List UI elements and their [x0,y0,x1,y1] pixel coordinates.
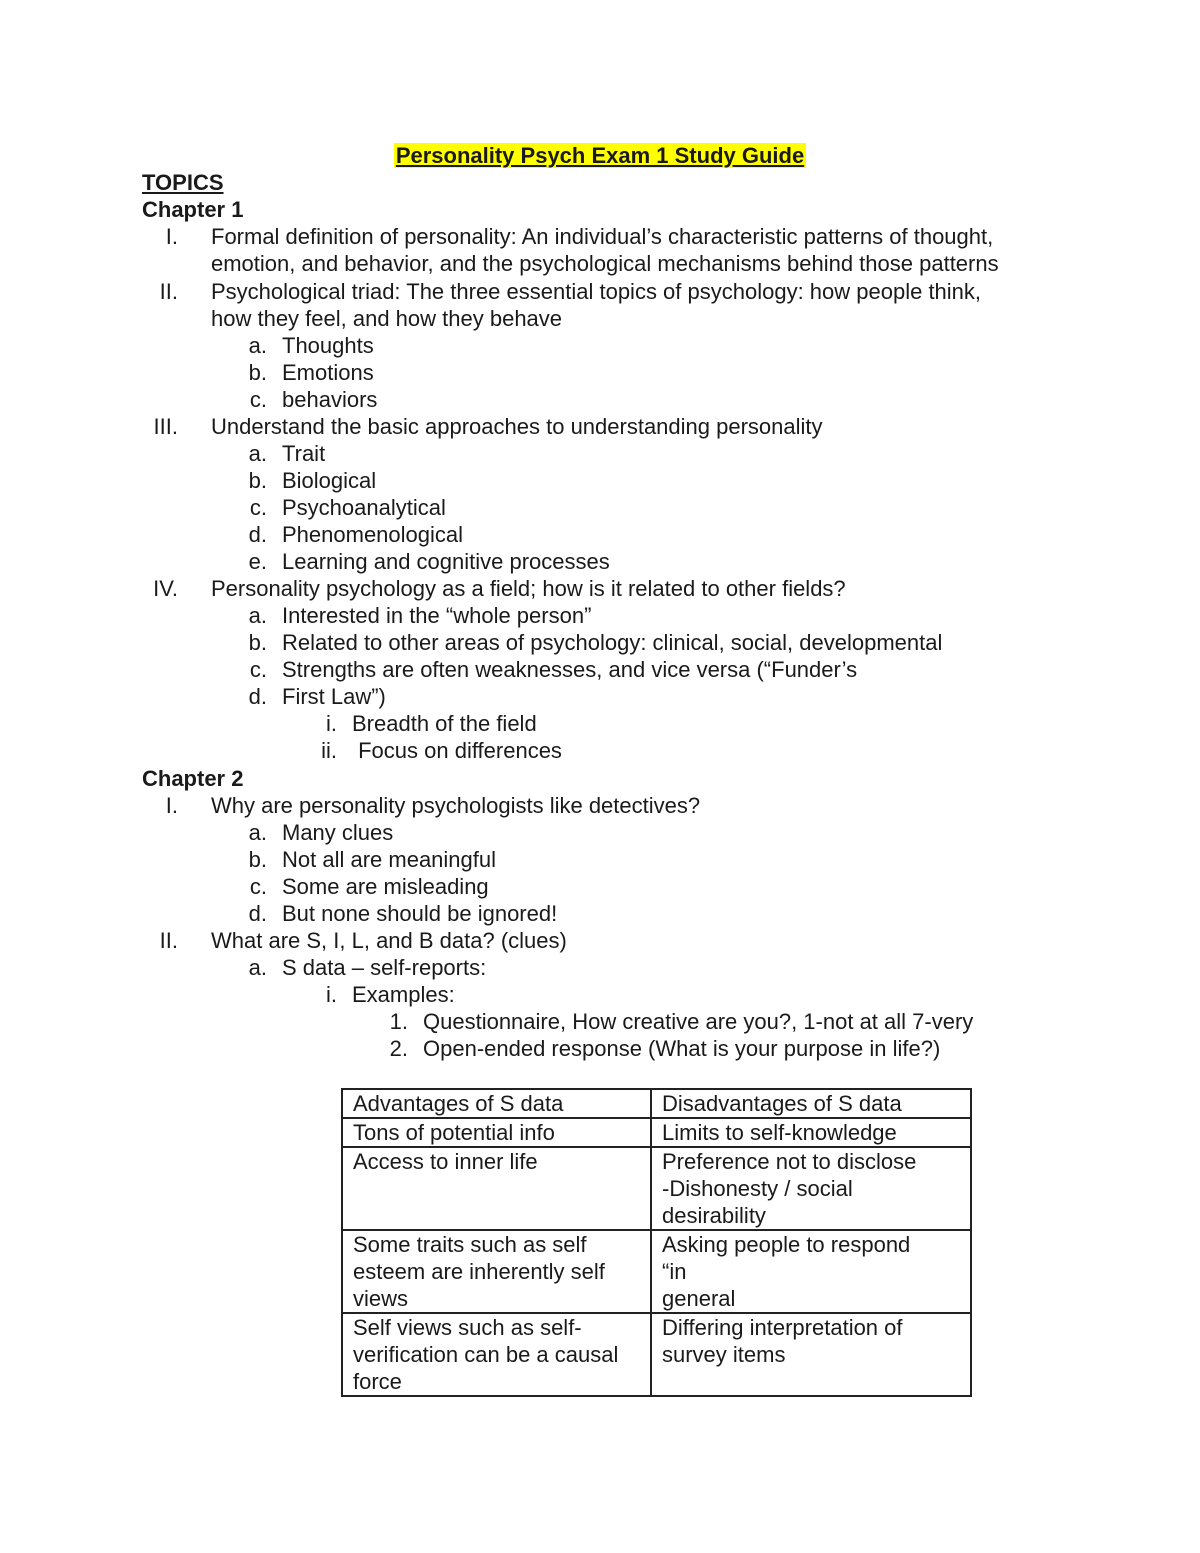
sub-marker: c. [249,657,267,682]
sub-marker: d. [248,684,267,709]
table-cell: Asking people to respond “in general [651,1230,971,1313]
sub-item-text: Thoughts [282,333,374,358]
subsub-marker: i. [326,982,337,1007]
subsub-item-text: Examples: [352,982,455,1007]
list-item-text: Understand the basic approaches to understanding personality [211,414,823,439]
table-row [342,1147,971,1230]
sub-marker: a. [248,441,267,466]
sub-item-text: Interested in the “whole person” [282,603,592,628]
chapter-2-heading: Chapter 2 [142,766,244,791]
list-marker: IV. [153,576,178,601]
table-cell: Tons of potential info [342,1118,651,1147]
list-marker: III. [153,414,178,439]
list-item-text: Why are personality psychologists like detectives? [211,793,701,818]
list-item-text: Personality psychology as a field; how is it related to other fields? [211,576,846,601]
table-cell: Advantages of S data [342,1089,651,1118]
sub-marker: d. [248,522,267,547]
sub-item-text: Phenomenological [282,522,464,547]
sub-item-text: Some are misleading [282,874,489,899]
table-cell: Limits to self-knowledge [651,1118,971,1147]
subsub-marker: i. [326,711,337,736]
sub-marker: c. [249,874,267,899]
sub-item-text: Trait [282,441,326,466]
sub-item-text: S data – self-reports: [282,955,487,980]
sub-item-text: Biological [282,468,377,493]
list-item-text: What are S, I, L, and B data? (clues) [211,928,567,953]
table-row [342,1089,971,1118]
sub-item-text: First Law”) [282,684,386,709]
table-cell: Access to inner life [342,1147,651,1230]
sub-marker: a. [248,955,267,980]
table-cell: Self views such as self- verification can be a causal force [342,1313,651,1396]
list-marker: II. [159,279,178,304]
list-marker: I. [165,793,178,818]
numbered-marker: 1. [389,1009,408,1034]
subsub-marker: ii. [321,738,337,763]
sub-marker: a. [248,820,267,845]
topics-heading: TOPICS [142,170,224,195]
sub-item-text: Strengths are often weaknesses, and vice versa (“Funder’s [282,657,858,682]
sub-item-text: Many clues [282,820,394,845]
sub-item-text: Related to other areas of psychology: clinical, social, developmental [282,630,943,655]
page-title: Personality Psych Exam 1 Study Guide [395,143,805,168]
sub-marker: c. [249,495,267,520]
sub-item-text: But none should be ignored! [282,901,558,926]
sub-marker: c. [249,387,267,412]
table-cell: Some traits such as self esteem are inherently self views [342,1230,651,1313]
chapter-1-heading: Chapter 1 [142,197,244,222]
table-row [342,1313,971,1396]
table-row [342,1118,971,1147]
table-cell: Differing interpretation of survey items [651,1313,971,1396]
sub-marker: b. [248,847,267,872]
sub-marker: e. [248,549,267,574]
numbered-item-text: Questionnaire, How creative are you?, 1-not at all 7-very [423,1009,974,1034]
numbered-item-text: Open-ended response (What is your purpose in life?) [423,1036,941,1061]
list-marker: II. [159,928,178,953]
list-item-text: emotion, and behavior, and the psychological mechanisms behind those patterns [211,251,999,276]
table-cell: Preference not to disclose -Dishonesty / social desirability [651,1147,971,1230]
s-data-table [341,1088,972,1397]
list-item-text: Psychological triad: The three essential topics of psychology: how people think, [211,279,982,304]
sub-item-text: behaviors [282,387,378,412]
sub-marker: d. [248,901,267,926]
sub-item-text: Psychoanalytical [282,495,446,520]
sub-marker: b. [248,630,267,655]
sub-marker: a. [248,333,267,358]
table-row [342,1230,971,1313]
subsub-item-text: Breadth of the field [352,711,537,736]
sub-item-text: Learning and cognitive processes [282,549,610,574]
sub-marker: b. [248,468,267,493]
subsub-item-text: Focus on differences [352,738,562,763]
sub-marker: a. [248,603,267,628]
sub-item-text: Not all are meaningful [282,847,497,872]
sub-marker: b. [248,360,267,385]
numbered-marker: 2. [389,1036,408,1061]
sub-item-text: Emotions [282,360,374,385]
table-cell: Disadvantages of S data [651,1089,971,1118]
list-marker: I. [165,224,178,249]
list-item-text: Formal definition of personality: An individual’s characteristic patterns of thought, [211,224,994,249]
list-item-text: how they feel, and how they behave [211,306,563,331]
